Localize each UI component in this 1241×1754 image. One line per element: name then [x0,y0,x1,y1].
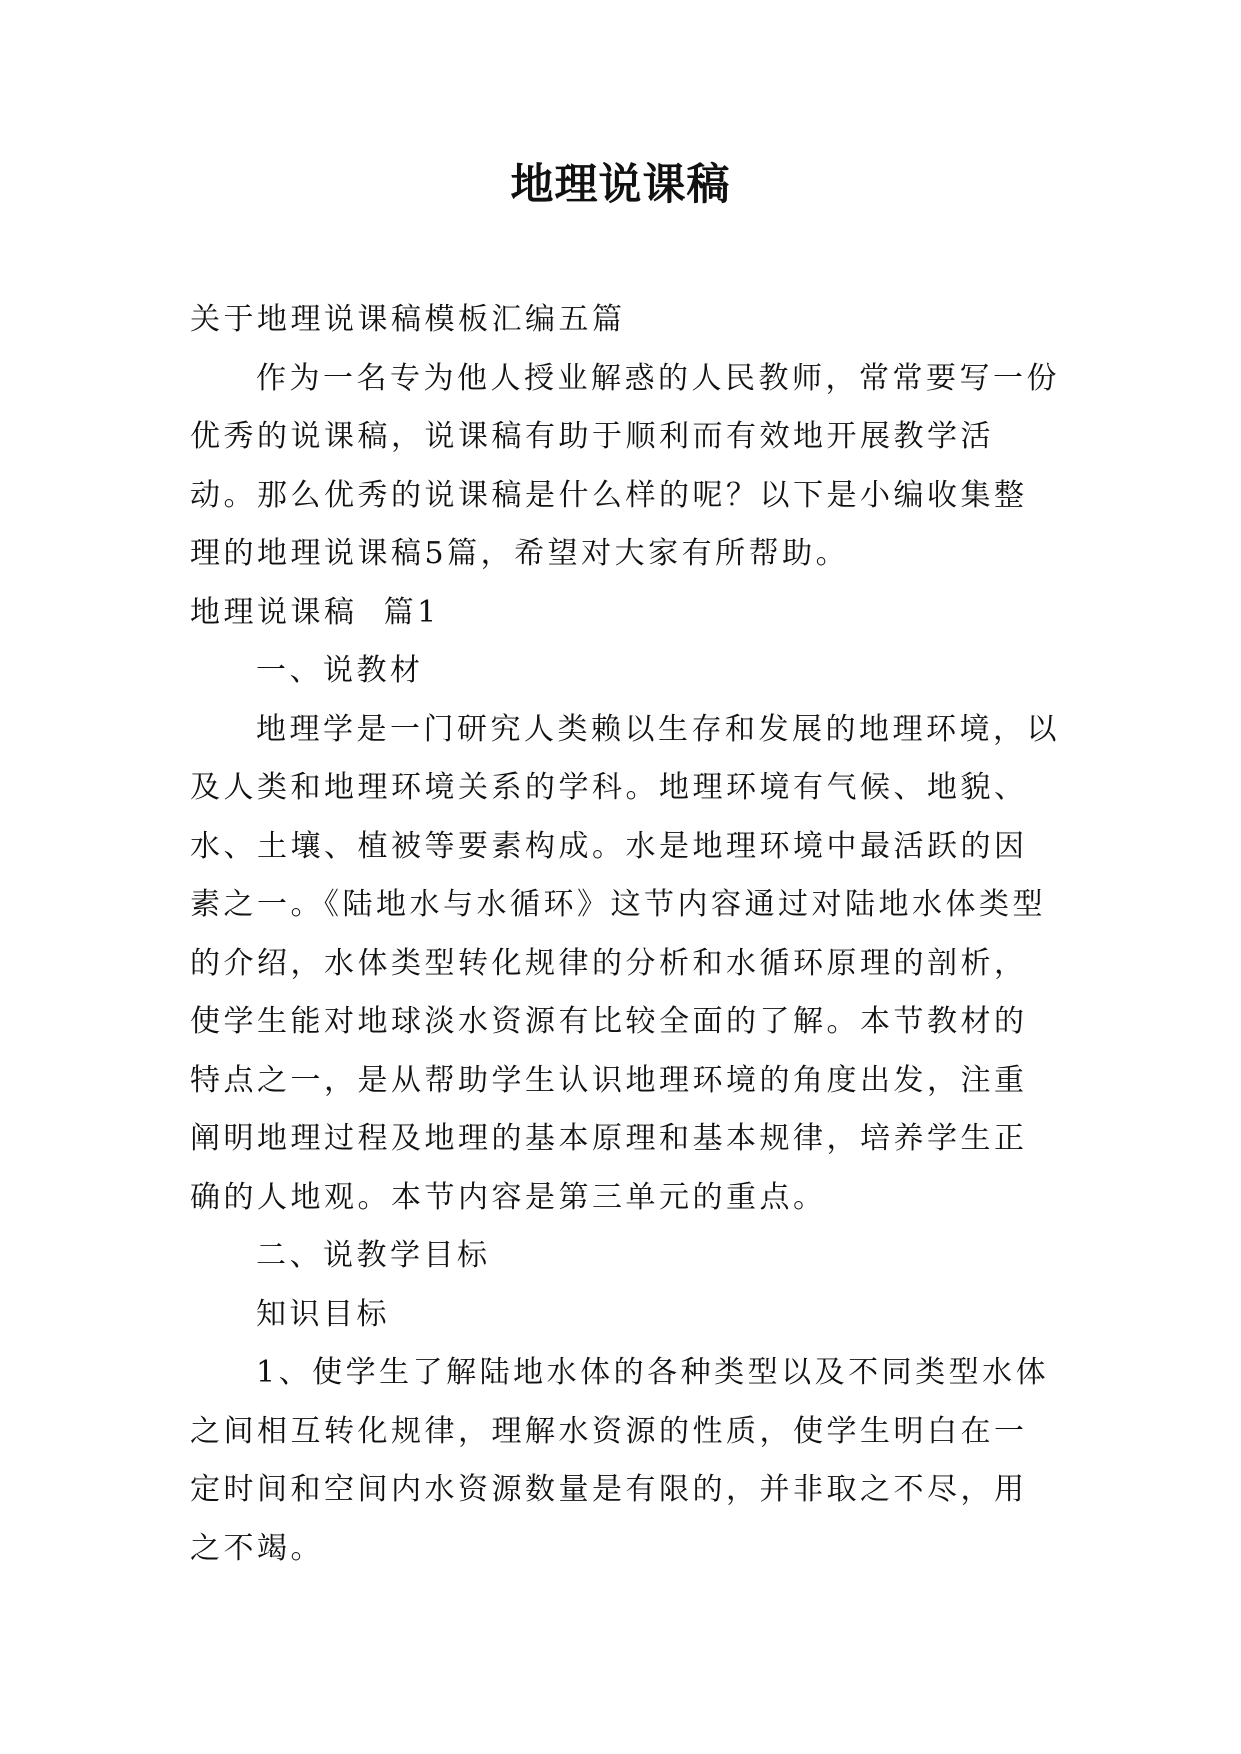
page-title: 地理说课稿 [510,160,731,210]
intro-paragraph: 作为一名专为他人授业解惑的人民教师，常常要写一份优秀的说课稿，说课稿有助于顺利而有效地开展教学活动。那么优秀的说课稿是什么样的呢？以下是小编收集整理的地理说课稿5篇，希望对大家有所帮助。 [190,360,1060,571]
part2-heading: 二、说教学目标 [256,1238,491,1273]
document-body [190,291,1060,1578]
part1-heading: 一、说教材 [256,653,424,688]
section-heading: 地理说课稿 篇1 [190,594,440,630]
knowledge-item-1: 1、使学生了解陆地水体的各种类型以及不同类型水体之间相互转化规律，理解水资源的性质，使学生明白在一定时间和空间内水资源数量是有限的，并非取之不尽，用之不竭。 [190,1355,1050,1566]
part1-paragraph: 地理学是一门研究人类赖以生存和发展的地理环境，以及人类和地理环境关系的学科。地理环境有气候、地貌、水、土壤、植被等要素构成。水是地理环境中最活跃的因素之一。《陆地水与水循环》这节内容通过对陆地水体类型的介绍，水体类型转化规律的分析和水循环原理的剖析，使学生能对地球淡水资源有比较全面的了解。本节教材的特点之一，是从帮助学生认识地理环境的角度出发，注重阐明地理过程及地理的基本原理和基本规律，培养学生正确的人地观。本节内容是第三单元的重点。 [190,711,1060,1215]
intro-heading: 关于地理说课稿模板汇编五篇 [190,302,626,337]
knowledge-heading: 知识目标 [256,1296,390,1332]
